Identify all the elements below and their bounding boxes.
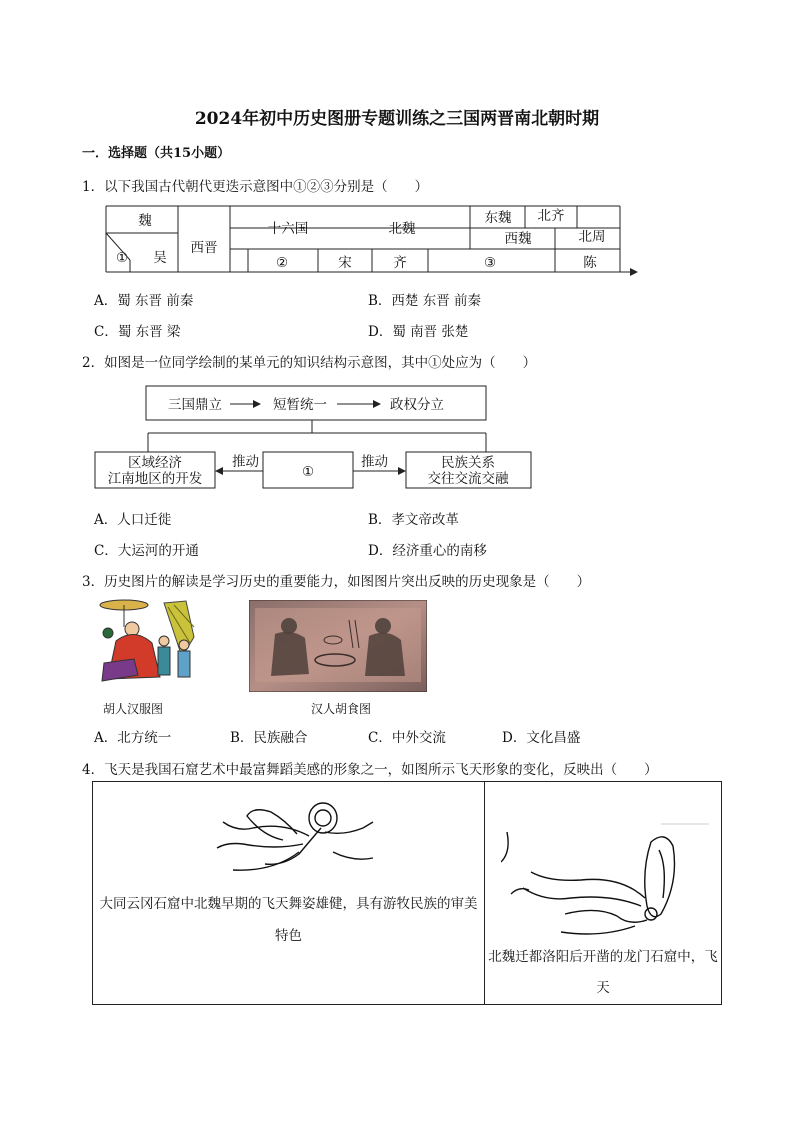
- push-label-right: 推动: [361, 454, 388, 470]
- q2-option-c[interactable]: C．大运河的开通: [94, 543, 199, 559]
- yungang-description-line1: 大同云冈石窟中北魏早期的飞天舞姿雄健，具有游牧民族的审美: [99, 896, 478, 912]
- blank-3: ③: [483, 255, 497, 271]
- left-box-line2: 江南地区的开发: [107, 471, 203, 487]
- label-dongwei: 东魏: [484, 210, 512, 226]
- q2-option-a[interactable]: A．人口迁徙: [94, 512, 172, 528]
- question-4-stem: 4．飞天是我国石窟艺术中最富舞蹈美感的形象之一，如图所示飞天形象的变化，反映出（ ）: [82, 762, 658, 778]
- q1-option-d[interactable]: D．蜀 南晋 张楚: [368, 324, 469, 340]
- q3-option-d[interactable]: D．文化昌盛: [502, 730, 581, 746]
- question-3-stem: 3．历史图片的解读是学习历史的重要能力，如图图片突出反映的历史现象是（ ）: [82, 574, 591, 590]
- dynasty-timeline-diagram: [100, 200, 645, 280]
- q1-option-c[interactable]: C．蜀 东晋 梁: [94, 324, 181, 340]
- label-shiliuguo: 十六国: [267, 221, 309, 237]
- label-song: 宋: [338, 255, 352, 271]
- blank-2: ②: [275, 255, 289, 271]
- push-label-left: 推动: [232, 454, 259, 470]
- q3-option-a[interactable]: A．北方统一: [94, 730, 172, 746]
- longmen-description-line1: 北魏迁都洛阳后开凿的龙门石窟中，飞: [488, 949, 718, 965]
- q1-option-b[interactable]: B．西楚 东晋 前秦: [368, 293, 482, 309]
- label-wei: 魏: [138, 213, 152, 229]
- q2-option-d[interactable]: D．经济重心的南移: [368, 543, 487, 559]
- label-xiwei: 西魏: [504, 231, 532, 247]
- label-xijin: 西晋: [190, 240, 218, 256]
- caption-han-hu-food: 汉人胡食图: [311, 702, 372, 716]
- yungang-description-line2: 特色: [275, 928, 302, 944]
- longmen-feitian-image: [501, 802, 716, 942]
- right-box-line1: 民族关系: [441, 455, 495, 471]
- han-people-hu-food-image: [249, 600, 427, 692]
- blank-1: ①: [115, 250, 129, 266]
- yungang-feitian-image: [213, 792, 393, 882]
- label-wu: 吴: [153, 250, 167, 266]
- question-2-stem: 2．如图是一位同学绘制的某单元的知识结构示意图，其中①处应为（ ）: [82, 355, 537, 371]
- label-beiqi: 北齐: [537, 208, 565, 224]
- hu-people-han-clothing-image: [94, 597, 204, 695]
- label-chen: 陈: [583, 255, 597, 271]
- node-short-unification: 短暂统一: [273, 397, 327, 413]
- q3-option-c[interactable]: C．中外交流: [368, 730, 446, 746]
- q2-option-b[interactable]: B．孝文帝改革: [368, 512, 459, 528]
- q3-option-b[interactable]: B．民族融合: [230, 730, 308, 746]
- page-title: 2024年初中历史图册专题训练之三国两晋南北朝时期: [194, 109, 600, 129]
- label-beiwei: 北魏: [388, 221, 416, 237]
- section-heading: 一．选择题（共15小题）: [82, 146, 231, 161]
- label-beizhou: 北周: [578, 229, 606, 245]
- left-box-line1: 区域经济: [128, 455, 182, 471]
- node-political-division: 政权分立: [390, 397, 444, 413]
- feitian-comparison-table: [92, 781, 722, 1005]
- right-box-line2: 交往交流交融: [427, 471, 509, 487]
- knowledge-structure-diagram: [90, 382, 540, 494]
- center-blank: ①: [301, 464, 315, 480]
- q1-option-a[interactable]: A．蜀 东晋 前秦: [94, 293, 194, 309]
- label-qi: 齐: [393, 255, 407, 271]
- caption-hu-han-clothing: 胡人汉服图: [103, 702, 164, 716]
- node-three-kingdoms: 三国鼎立: [168, 397, 222, 413]
- question-1-stem: 1．以下我国古代朝代更迭示意图中①②③分别是（ ）: [82, 179, 429, 195]
- longmen-description-line2: 天: [596, 980, 610, 996]
